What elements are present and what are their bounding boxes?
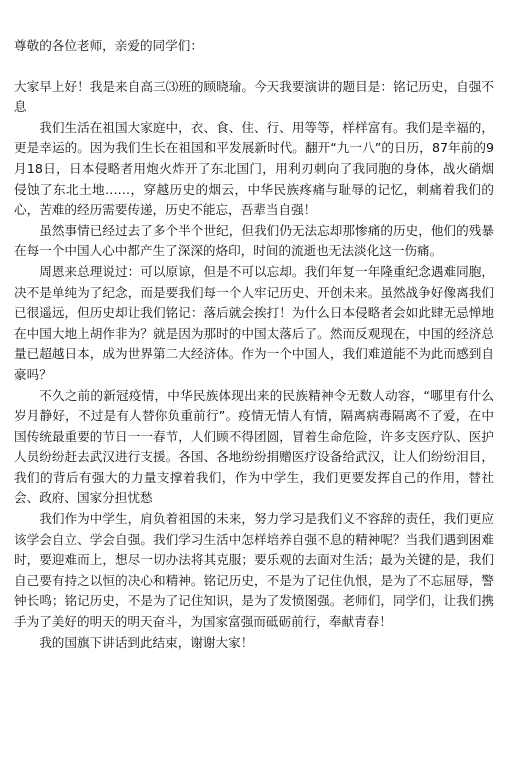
paragraph-intro: 大家早上好！我是来自高三⑶班的顾晓瑜。今天我要演讲的题目是：铭记历史，自强不息 xyxy=(14,78,494,115)
paragraph-history: 我们生活在祖国大家庭中，衣、食、住、行、用等等，样样富有。我们是幸福的，更是幸运的。因为我们生长在祖国和平发展新时代。翻开“九一八”的日历，87年前的9月18日，日本侵略者用炮火炸开了东北国门，用利刃刺向了我同胞的身体，战火硝烟侵蚀了东北土地……，穿越历史的烟云，中华民族疼痛与耻辱的记忆，刺痛着我们的心，苦难的经历需要传递，历史不能忘，吾辈当自强！ xyxy=(14,119,494,218)
paragraph-closing: 我的国旗下讲话到此结束，谢谢大家！ xyxy=(39,634,254,650)
paragraph-epidemic: 不久之前的新冠疫情，中华民族体现出来的民族精神令无数人动容，“哪里有什么岁月静好，不过是有人替你负重前行”。疫情无情人有情，隔离病毒隔离不了爱，在中国传统最重要的节日一一春节，人们顾不得团圆，冒着生命危险，许多支医疗队、医护人员纷纷赶去武汉进行支援。各国、各地纷纷捐赠医疗设备给武汉，让人们纷纷泪目，我们的背后有强大的力量支撑着我们，作为中学生，我们更要发挥自己的作用，替社会、政府、国家分担忧愁 xyxy=(14,387,494,506)
paragraph-students: 我们作为中学生，肩负着祖国的未来，努力学习是我们义不容辞的责任，我们更应该学会自立、学会自强。我们学习生活中怎样培养自强不息的精神呢？当我们遇到困难时，要迎难而上，想尽一切办法将其克服；要乐观的去面对生活；最为关键的是，我们自己要有持之以恒的决心和精神。铭记历史，不是为了记住仇恨，是为了不忘屈辱，警钟长鸣；铭记历史，不是为了记住知识，是为了发愤图强。老师们，同学们，让我们携手为了美好的明天的明天奋斗，为国家富强而砥砺前行，奉献青春！ xyxy=(14,511,494,630)
paragraph-zhou-enlai: 周恩来总理说过：可以原谅，但是不可以忘却。我们年复一年隆重纪念遇难同胞，决不是单纯为了纪念，而是要我们每一个人牢记历史、开创未来。虽然战争好像离我们已很遥远，但历史却让我们铭记：落后就会挨打！为什么日本侵略者会如此肆无忌惮地在中国大地上胡作非为？就是因为那时的中国太落后了。然而反观现在，中国的经济总量已超越日本，成为世界第二大经济体。作为一个中国人，我们难道能不为此而感到自豪吗？ xyxy=(14,263,494,382)
paragraph-memory: 虽然事情已经过去了多个半个世纪，但我们仍无法忘却那惨痛的历史，他们的残暴在每一个中国人心中都产生了深深的烙印，时间的流逝也无法淡化这一伤痛。 xyxy=(14,222,494,259)
speech-document xyxy=(14,36,494,653)
greeting-line: 尊敬的各位老师，亲爱的同学们： xyxy=(14,38,203,53)
